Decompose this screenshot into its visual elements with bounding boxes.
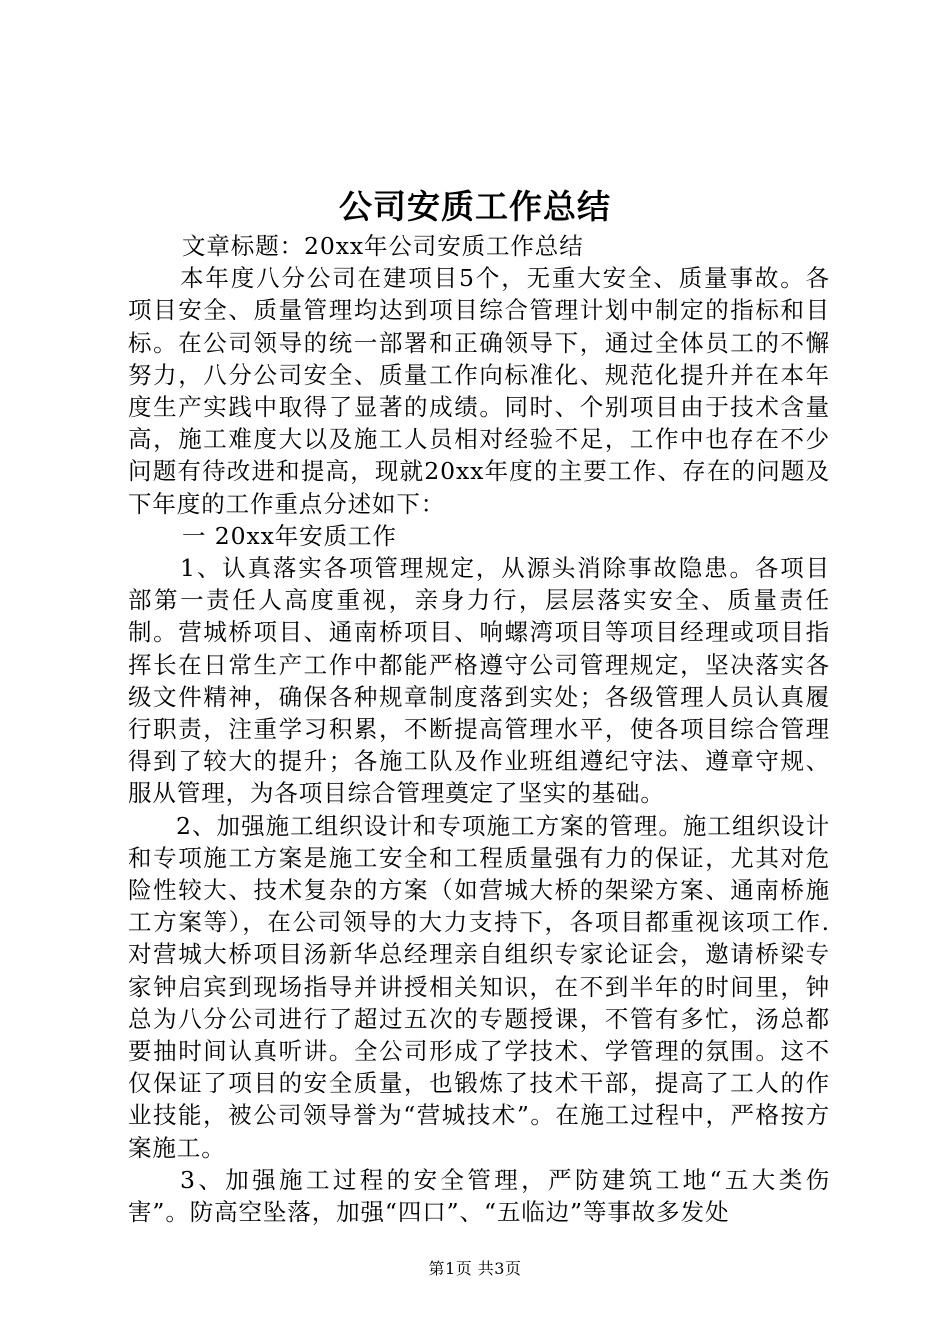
document-body [128, 230, 830, 1228]
article-title-line: 文章标题：20xx年公司安质工作总结 [182, 232, 584, 260]
page-footer [0, 1258, 950, 1280]
intro-paragraph: 本年度八分公司在建项目5个，无重大安全、质量事故。各项目安全、质量管理均达到项目综合管理计划中制定的指标和目标。在公司领导的统一部署和正确领导下，通过全体员工的不懈努力，八分公司安全、质量工作向标准化、规范化提升并在本年度生产实践中取得了显著的成绩。同时、个别项目由于技术含量高，施工难度大以及施工人员相对经验不足，工作中也存在不少问题有待改进和提高，现就20xx年度的主要工作、存在的问题及下年度的工作重点分述如下： [128, 264, 830, 518]
document-title: 公司安质工作总结 [339, 187, 611, 226]
section-heading: 一 20xx年安质工作 [182, 521, 397, 550]
page-number: 第1页 共3页 [428, 1259, 522, 1278]
paragraph-item-1: 1、认真落实各项管理规定，从源头消除事故隐患。各项目部第一责任人高度重视，亲身力行，层层落实安全、质量责任制。营城桥项目、通南桥项目、响螺湾项目等项目经理或项目指挥长在日常生产工作中都能严格遵守公司管理规定，坚决落实各级文件精神，确保各种规章制度落到实处；各级管理人员认真履行职责，注重学习积累，不断提高管理水平，使各项目综合管理得到了较大的提升；各施工队及作业班组遵纪守法、遵章守规、服从管理，为各项目综合管理奠定了坚实的基础。 [128, 554, 830, 808]
paragraph-item-3: 3、加强施工过程的安全管理，严防建筑工地“五大类伤害”。防高空坠落，加强“四口”、“五临边”等事故多发处 [128, 1165, 830, 1227]
paragraph-item-2: 2、加强施工组织设计和专项施工方案的管理。施工组织设计和专项施工方案是施工安全和工程质量强有力的保证，尤其对危险性较大、技术复杂的方案（如营城大桥的架梁方案、通南桥施工方案等），在公司领导的大力支持下，各项目都重视该项工作.对营城大桥项目汤新华总经理亲自组织专家论证会，邀请桥梁专家钟启宾到现场指导并讲授相关知识，在不到半年的时间里，钟总为八分公司进行了超过五次的专题授课，不管有多忙，汤总都要抽时间认真听讲。全公司形成了学技术、学管理的氛围。这不仅保证了项目的安全质量，也锻炼了技术干部，提高了工人的作业技能，被公司领导誉为“营城技术”。在施工过程中，严格按方案施工。 [128, 811, 830, 1162]
